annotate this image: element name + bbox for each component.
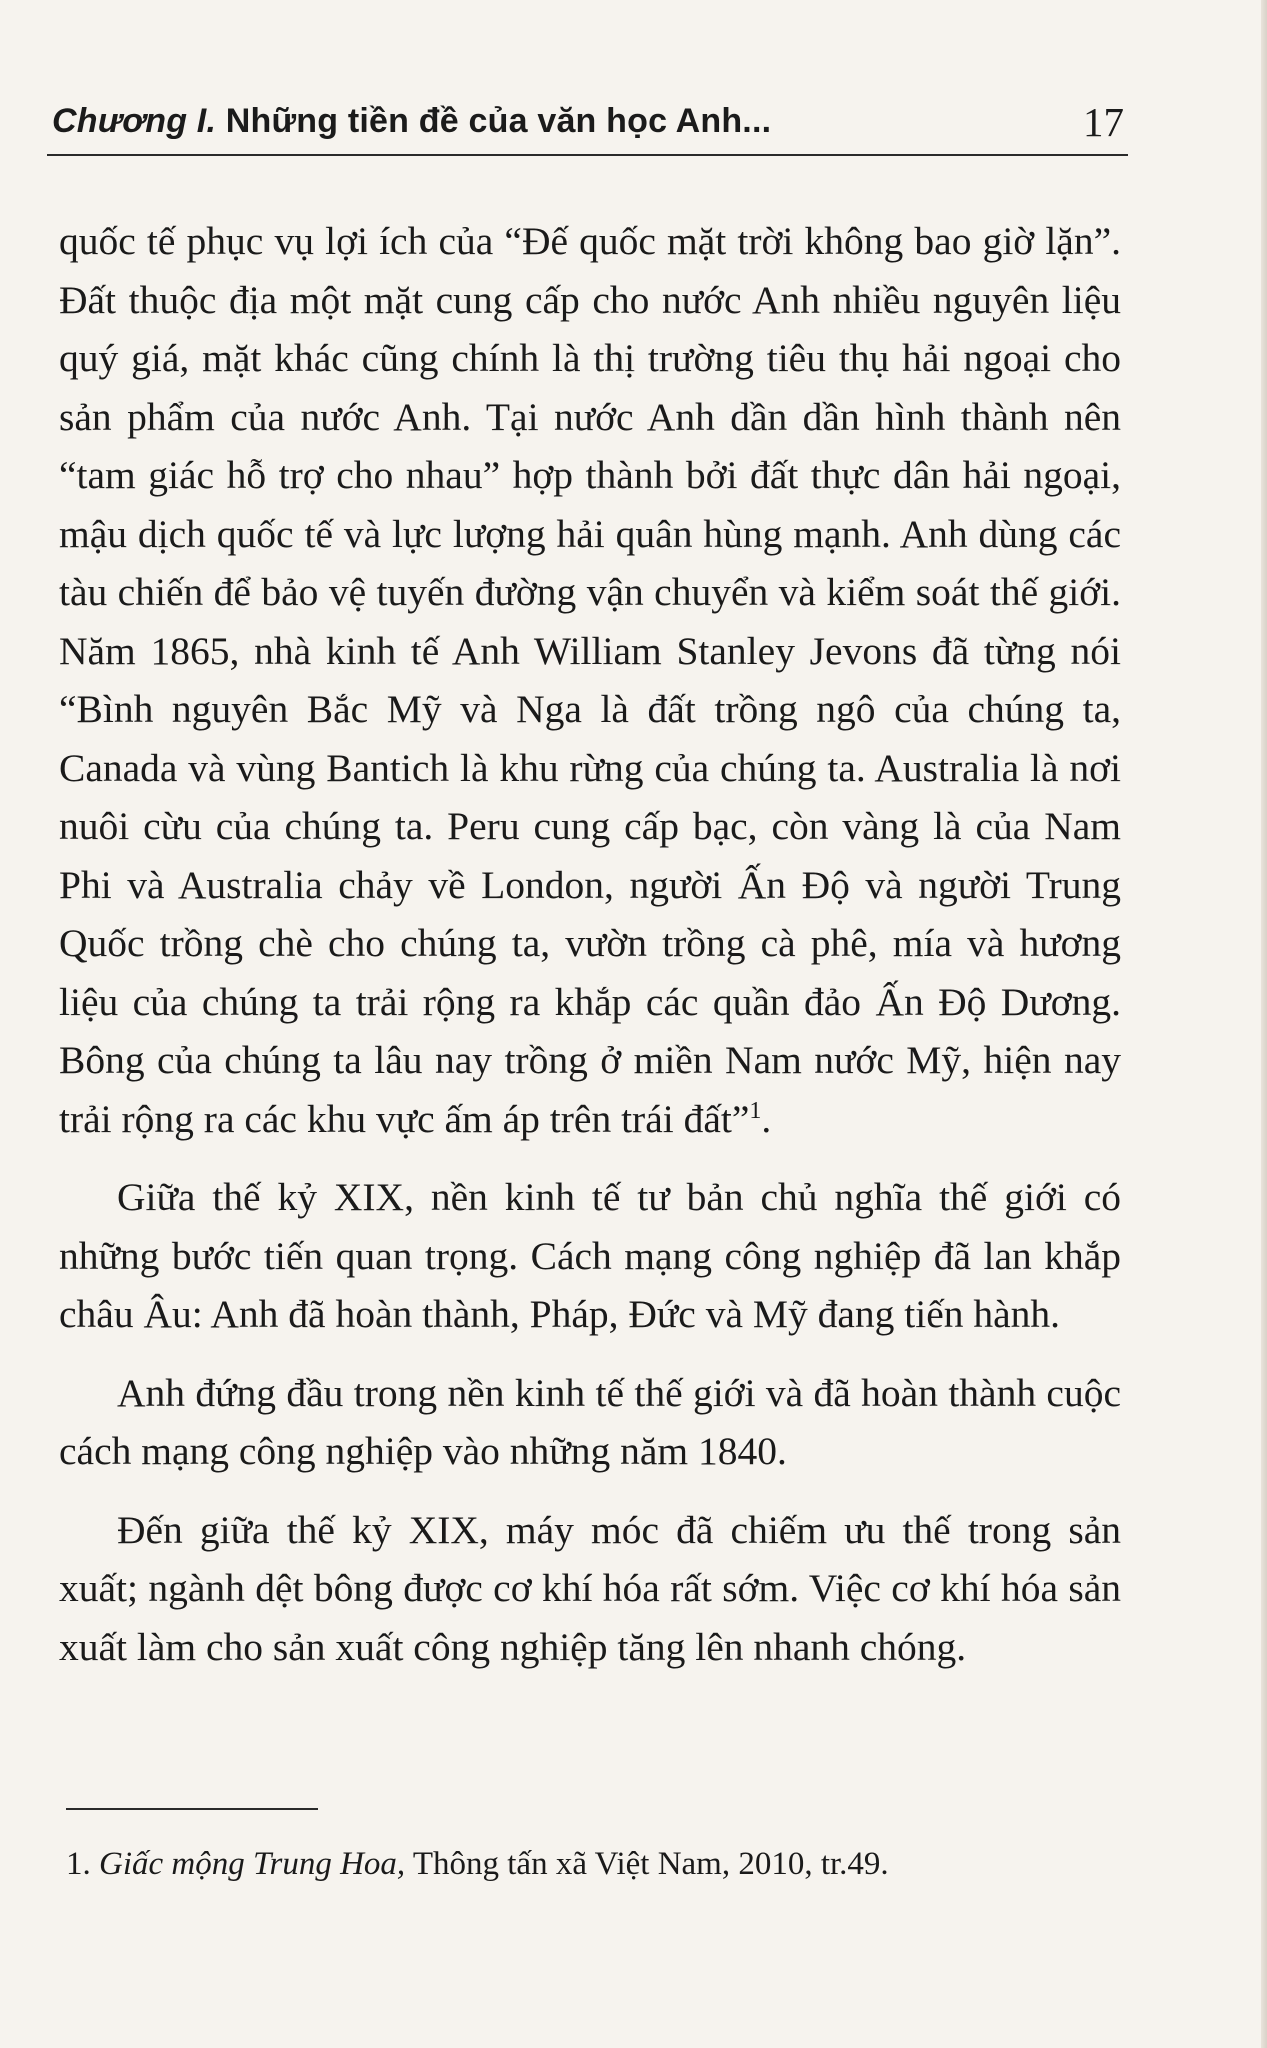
footnote-number: 1. xyxy=(66,1846,91,1882)
paragraph xyxy=(59,212,1121,1148)
footnote-rule xyxy=(66,1808,318,1810)
footnote-source: Thông tấn xã Việt Nam, 2010, tr.49. xyxy=(405,1846,889,1882)
chapter-title xyxy=(52,102,771,141)
footnote-title: Giấc mộng Trung Hoa, xyxy=(99,1846,406,1882)
paragraph: Anh đứng đầu trong nền kinh tế thế giới và đã hoàn thành cuộc cách mạng công nghiệp vào những năm 1840. xyxy=(59,1370,1121,1473)
page-number: 17 xyxy=(1083,99,1124,145)
chapter-name: Những tiền đề của văn học Anh... xyxy=(225,102,772,140)
footnote-reference: 1 xyxy=(749,1097,762,1124)
body-text xyxy=(59,212,1121,1676)
page-edge xyxy=(1261,0,1267,2048)
paragraph: Giữa thế kỷ XIX, nền kinh tế tư bản chủ nghĩa thế giới có những bước tiến quan trọng. Cách mạng công nghiệp đã lan khắp châu Âu: Anh đã hoàn thành, Pháp, Đức và Mỹ đang tiến hành. xyxy=(59,1175,1121,1336)
running-header xyxy=(47,92,1128,156)
paragraph: Đến giữa thế kỷ XIX, máy móc đã chiếm ưu thế trong sản xuất; ngành dệt bông được cơ khí hóa rất sớm. Việc cơ khí hóa sản xuất làm cho sản xuất công nghiệp tăng lên nhanh chóng. xyxy=(59,1507,1121,1669)
paragraph-text: quốc tế phục vụ lợi ích của “Đế quốc mặt trời không bao giờ lặn”. Đất thuộc địa một mặt cung cấp cho nước Anh nhiều nguyên liệu quý giá, mặt khác cũng chính là thị trường tiêu thụ hải ngoại cho sản phẩm của nước Anh. Tại nước Anh dần dần hình thành nên “tam giác hỗ trợ cho nhau” hợp thành bởi đất thực dân hải ngoại, mậu dịch quốc tế và lực lượng hải quân hùng mạnh. Anh dùng các tàu chiến để bảo vệ tuyến đường vận chuyển và kiểm soát thế giới. Năm 1865, nhà kinh tế Anh William Stanley Jevons đã từng nói “Bình nguyên Bắc Mỹ và Nga là đất trồng ngô của chúng ta, Canada và vùng Bantich là khu rừng của chúng ta. Australia là nơi nuôi cừu của chúng ta. Peru cung cấp bạc, còn vàng là của Nam Phi và Australia chảy về London, người Ấn Độ và người Trung Quốc trồng chè cho chúng ta, vườn trồng cà phê, mía và hương liệu của chúng ta trải rộng ra khắp các quần đảo Ấn Độ Dương. Bông của chúng ta lâu nay trồng ở miền Nam nước Mỹ, hiện nay trải rộng ra các khu vực ấm áp trên trái đất” xyxy=(59,219,1121,1141)
chapter-label: Chương I. xyxy=(52,102,217,140)
footnote xyxy=(66,1846,1116,1883)
header-rule xyxy=(47,154,1128,156)
paragraph-end: . xyxy=(761,1096,772,1141)
